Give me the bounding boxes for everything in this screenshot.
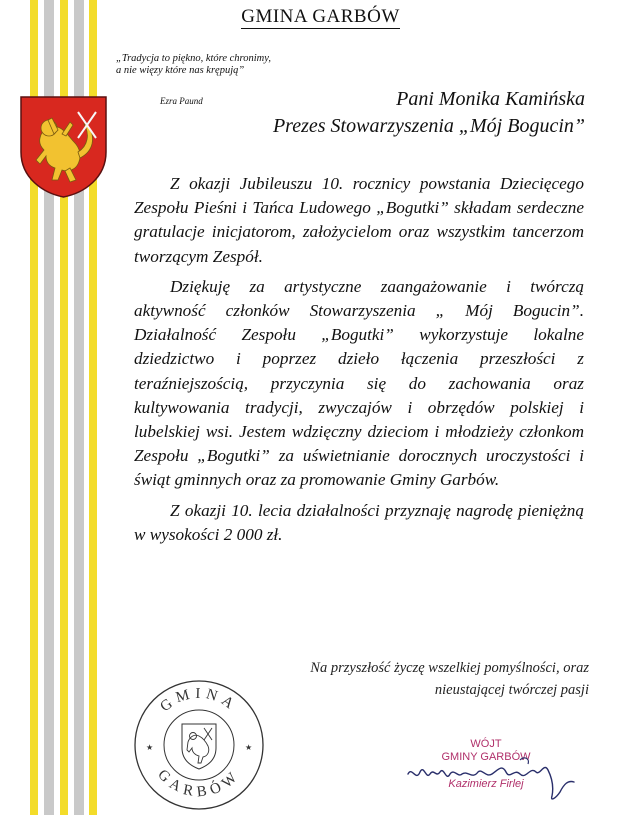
stamp-crest-icon xyxy=(182,724,216,769)
header-title: GMINA GARBÓW xyxy=(241,6,400,27)
signature-role: WÓJT xyxy=(470,738,502,750)
motto-line-2: a nie więzy które nas krępują” xyxy=(116,65,245,76)
closing-line-1: Na przyszłość życzę wszelkiej pomyślności, oraz xyxy=(310,660,589,676)
addressee xyxy=(273,86,585,140)
motto xyxy=(116,53,346,77)
svg-text:GARBÓW xyxy=(154,767,244,801)
letter-body xyxy=(134,172,584,553)
signature-office: GMINY GARBÓW xyxy=(441,751,531,763)
handwritten-signature-icon xyxy=(402,752,582,804)
stamp-bottom-text: GARBÓW xyxy=(154,766,244,801)
body-paragraph-3: Z okazji 10. lecia działalności przyznaję nagrodę pieniężną w wysokości 2 000 zł. xyxy=(134,500,584,544)
svg-text:GMINA xyxy=(157,686,240,716)
coat-of-arms-icon xyxy=(18,94,109,199)
page-header xyxy=(0,6,641,28)
closing-line-2: nieustającej twórczej pasji xyxy=(434,682,589,698)
body-paragraph-1: Z okazji Jubileuszu 10. rocznicy powstania Dziecięcego Zespołu Pieśni i Tańca Ludowego „Bogutki” składam serdeczne gratulacje inicjatorom, założycielom oraz wszystkim tancerzom tworzącym Zespół. xyxy=(134,174,584,266)
addressee-title: Prezes Stowarzyszenia „Mój Bogucin” xyxy=(272,115,585,137)
official-stamp xyxy=(132,678,266,812)
svg-text:★: ★ xyxy=(146,743,154,752)
body-paragraph-2: Dziękuję za artystyczne zaangażowanie i twórczą aktywność członków Stowarzyszenia „ Mój Bogucin”. Działalność Zespołu „Bogutki” wykorzystuje lokalne dziedzictwo i poprzez dzieło łączenia przeszłości z teraźniejszością, przyczynia się do zachowania oraz kultywowania tradycji, zwyczajów i obrzędów polskiej i lubelskiej wsi. Jestem wdzięczny dzieciom i młodzieży członkom Zespołu „Bogutki” za uświetnianie dorocznych uroczystości i świąt gminnych oraz za promowanie Gminy Garbów. xyxy=(134,276,584,490)
signature-name: Kazimierz Firlej xyxy=(448,778,524,790)
motto-author: Ezra Paund xyxy=(160,96,203,106)
stamp-top-text: GMINA xyxy=(157,685,241,716)
motto-line-1: „Tradycja to piękno, które chronimy, xyxy=(116,53,271,64)
closing-wishes xyxy=(310,657,589,701)
addressee-name: Pani Monika Kamińska xyxy=(396,88,585,110)
svg-text:★: ★ xyxy=(245,743,253,752)
